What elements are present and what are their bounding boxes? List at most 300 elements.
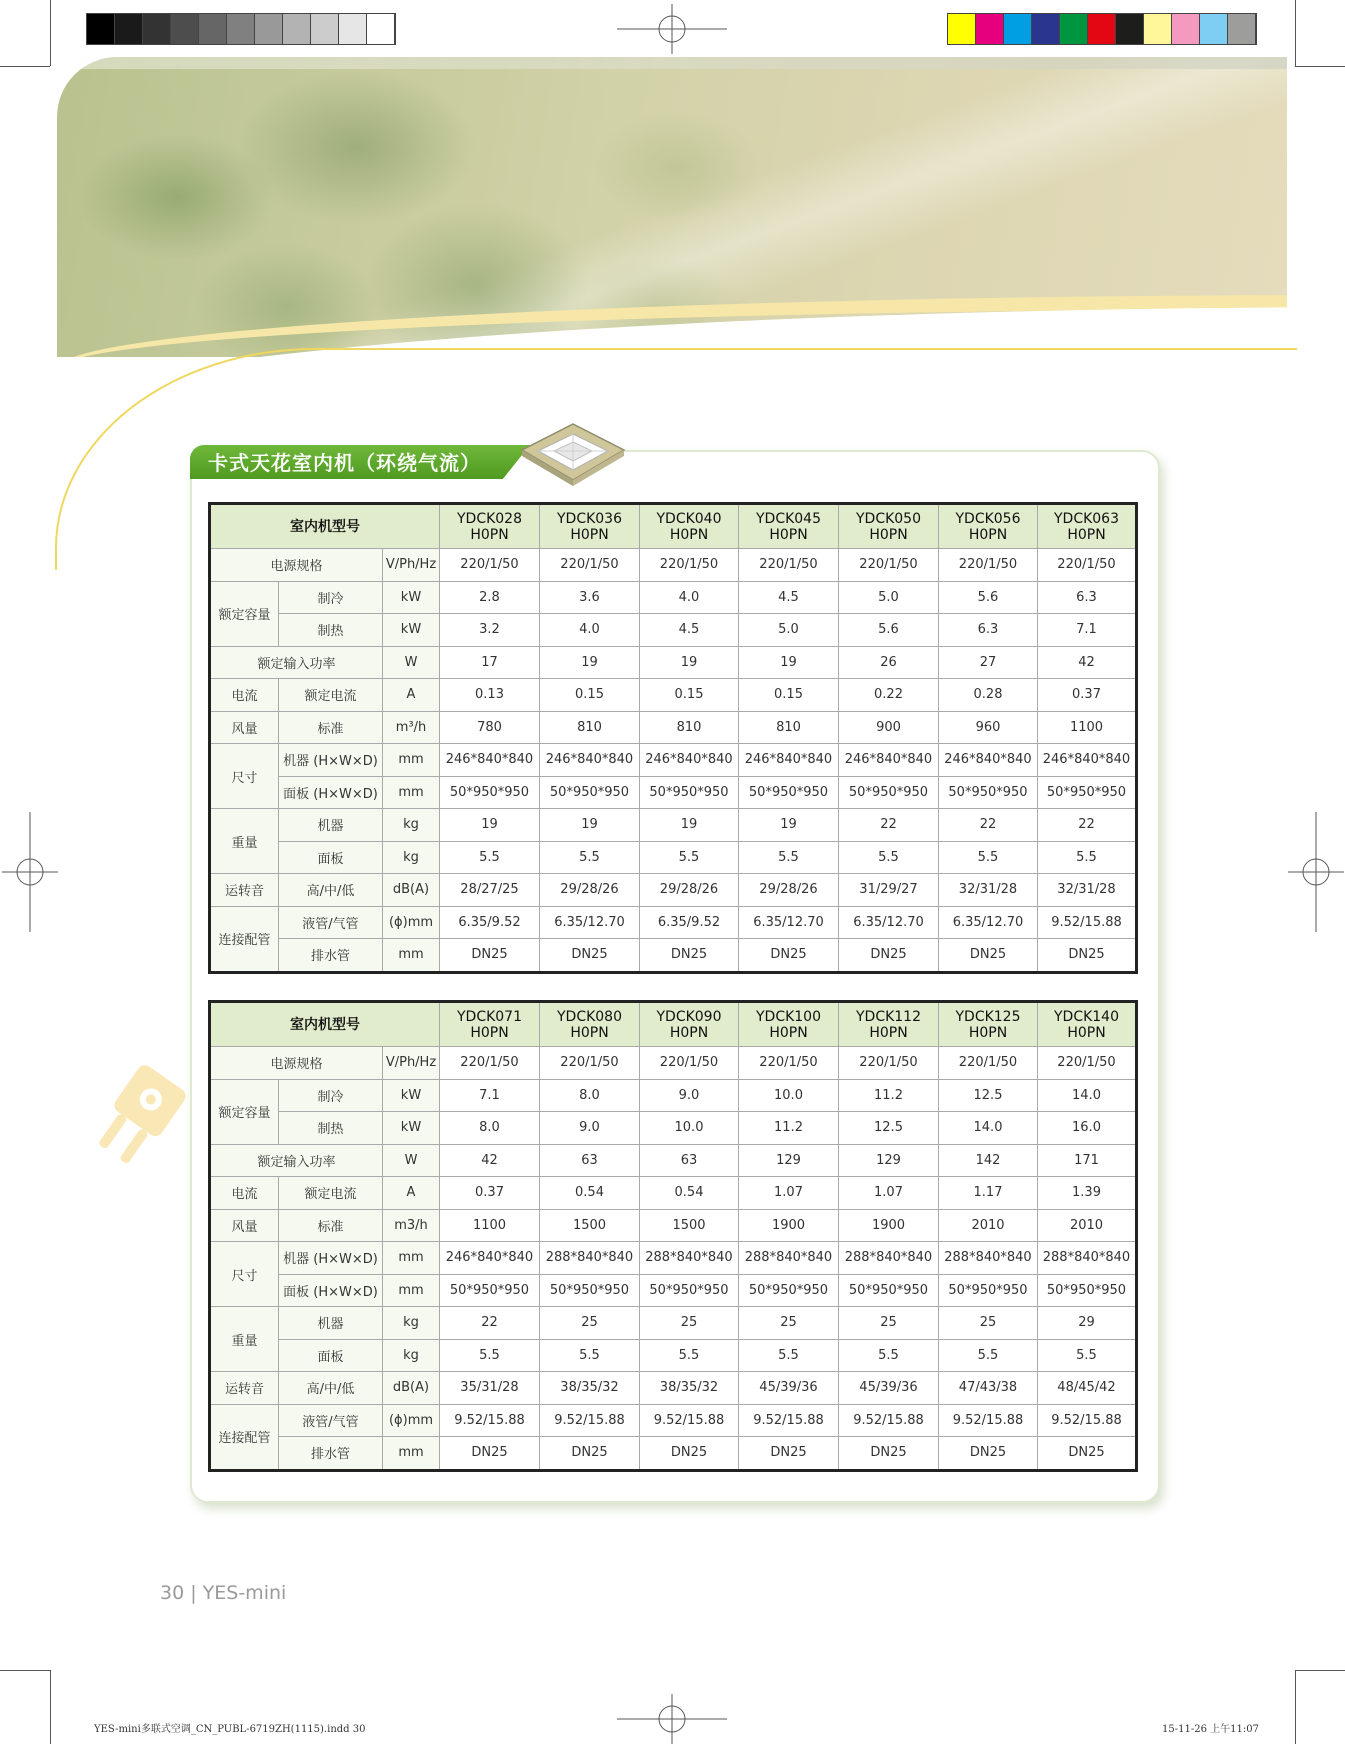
table-cell: 19	[640, 809, 739, 842]
model-suffix: H0PN	[968, 1024, 1008, 1041]
table-cell: 8.0	[440, 1112, 540, 1145]
row-unit: kg	[383, 1339, 440, 1372]
table-cell: 35/31/28	[440, 1372, 540, 1405]
row-unit: kW	[383, 614, 440, 647]
row-unit: kW	[383, 1112, 440, 1145]
table-cell: 142	[939, 1144, 1038, 1177]
registration-mark-right	[1288, 812, 1344, 932]
table-cell: 50*950*950	[440, 776, 540, 809]
table-cell: 6.35/12.70	[839, 906, 939, 939]
page-footer-label: 30 | YES-mini	[160, 1582, 287, 1604]
model-name-cell	[839, 504, 939, 549]
model-name-cell	[440, 504, 540, 549]
table-cell: 10.0	[739, 1079, 839, 1112]
table-cell: 26	[839, 646, 939, 679]
color-swatch	[1200, 14, 1228, 44]
table-cell: 220/1/50	[540, 549, 640, 582]
table-cell: 220/1/50	[440, 549, 540, 582]
table-cell: 5.5	[440, 1339, 540, 1372]
table-row	[210, 1209, 1137, 1242]
table-cell: 220/1/50	[739, 1047, 839, 1080]
table-cell: 5.5	[739, 1339, 839, 1372]
row-group-label: 电流	[210, 1177, 279, 1210]
table-cell: 19	[540, 809, 640, 842]
table-cell: 220/1/50	[739, 549, 839, 582]
table-cell: 288*840*840	[839, 1242, 939, 1275]
table-cell: 9.52/15.88	[939, 1404, 1038, 1437]
table-cell: 50*950*950	[1038, 1274, 1137, 1307]
table-cell: 246*840*840	[440, 1242, 540, 1275]
table-cell: 5.5	[640, 841, 739, 874]
table-cell: 48/45/42	[1038, 1372, 1137, 1405]
table-cell: 5.5	[839, 841, 939, 874]
table-row	[210, 1079, 1137, 1112]
table-cell: DN25	[1038, 1437, 1137, 1471]
table-cell: 246*840*840	[440, 744, 540, 777]
row-sub-label: 高/中/低	[279, 874, 383, 907]
crop-mark	[1295, 1670, 1296, 1744]
table-cell: 50*950*950	[839, 776, 939, 809]
model-name-cell	[640, 504, 739, 549]
table-row	[210, 809, 1137, 842]
table-cell: 4.5	[640, 614, 739, 647]
table-header-row	[210, 1002, 1137, 1047]
model-suffix: H0PN	[669, 526, 709, 543]
table-cell: 1.39	[1038, 1177, 1137, 1210]
table-cell: 5.5	[939, 841, 1038, 874]
table-cell: 50*950*950	[739, 1274, 839, 1307]
table-row	[210, 614, 1137, 647]
cassette-unit-icon	[518, 420, 628, 488]
table-cell: 42	[1038, 646, 1137, 679]
color-swatch	[283, 14, 311, 44]
table-cell: 288*840*840	[939, 1242, 1038, 1275]
table-cell: 32/31/28	[1038, 874, 1137, 907]
table-row	[210, 1339, 1137, 1372]
table-cell: 19	[640, 646, 739, 679]
table-cell: 5.5	[540, 1339, 640, 1372]
table-cell: 246*840*840	[739, 744, 839, 777]
table-row	[210, 1144, 1137, 1177]
table-cell: DN25	[739, 939, 839, 973]
table-cell: 2010	[939, 1209, 1038, 1242]
row-label: 电源规格	[210, 1047, 383, 1080]
color-calibration-bar	[947, 13, 1257, 45]
table-cell: 4.0	[540, 614, 640, 647]
row-sub-label: 排水管	[279, 939, 383, 973]
table-cell: 960	[939, 711, 1038, 744]
row-sub-label: 高/中/低	[279, 1372, 383, 1405]
model-name-cell	[739, 1002, 839, 1047]
color-swatch	[1172, 14, 1200, 44]
model-code: YDCK112	[855, 1008, 921, 1025]
model-code: YDCK080	[556, 1008, 622, 1025]
table-cell: 1.07	[839, 1177, 939, 1210]
table-cell: 12.5	[839, 1112, 939, 1145]
table-cell: 171	[1038, 1144, 1137, 1177]
row-label: 额定输入功率	[210, 1144, 383, 1177]
color-swatch	[87, 14, 115, 44]
table-row	[210, 581, 1137, 614]
model-name-cell	[540, 504, 640, 549]
model-header-label: 室内机型号	[210, 1002, 440, 1047]
model-suffix: H0PN	[669, 1024, 709, 1041]
row-group-label: 尺寸	[210, 1242, 279, 1307]
model-suffix: H0PN	[769, 1024, 808, 1041]
row-unit: mm	[383, 939, 440, 973]
row-unit: A	[383, 679, 440, 712]
model-name-cell	[939, 1002, 1038, 1047]
table-cell: 0.28	[939, 679, 1038, 712]
table-cell: 38/35/32	[640, 1372, 739, 1405]
row-unit: V/Ph/Hz	[383, 549, 440, 582]
table-cell: 1900	[739, 1209, 839, 1242]
table-cell: 6.35/12.70	[939, 906, 1038, 939]
row-unit: kg	[383, 809, 440, 842]
table-cell: 220/1/50	[939, 1047, 1038, 1080]
table-cell: 220/1/50	[839, 549, 939, 582]
row-unit: W	[383, 1144, 440, 1177]
table-cell: 5.5	[540, 841, 640, 874]
table-cell: 9.0	[640, 1079, 739, 1112]
table-row	[210, 939, 1137, 973]
table-cell: 14.0	[1038, 1079, 1137, 1112]
table-cell: 246*840*840	[839, 744, 939, 777]
table-cell: 16.0	[1038, 1112, 1137, 1145]
color-swatch	[171, 14, 199, 44]
table-cell: 3.2	[440, 614, 540, 647]
table-cell: 19	[440, 809, 540, 842]
table-cell: 1500	[540, 1209, 640, 1242]
color-swatch	[1116, 14, 1144, 44]
table-cell: 2010	[1038, 1209, 1137, 1242]
table-cell: 19	[540, 646, 640, 679]
row-group-label: 尺寸	[210, 744, 279, 809]
table-cell: 1100	[1038, 711, 1137, 744]
table-cell: 45/39/36	[839, 1372, 939, 1405]
table-cell: DN25	[540, 939, 640, 973]
table-cell: 50*950*950	[939, 776, 1038, 809]
table-cell: 0.15	[640, 679, 739, 712]
table-cell: 45/39/36	[739, 1372, 839, 1405]
table-cell: DN25	[440, 939, 540, 973]
model-code: YDCK045	[755, 510, 821, 527]
table-cell: 0.15	[540, 679, 640, 712]
model-name-cell	[640, 1002, 739, 1047]
row-sub-label: 额定电流	[279, 679, 383, 712]
table-cell: 9.52/15.88	[739, 1404, 839, 1437]
table-cell: 32/31/28	[939, 874, 1038, 907]
table-cell: 10.0	[640, 1112, 739, 1145]
color-swatch	[367, 14, 395, 44]
model-suffix: H0PN	[570, 1024, 609, 1041]
row-unit: kW	[383, 1079, 440, 1112]
table-cell: 11.2	[839, 1079, 939, 1112]
table-cell: 0.54	[640, 1177, 739, 1210]
table-row	[210, 1274, 1137, 1307]
table-row	[210, 841, 1137, 874]
model-code: YDCK050	[855, 510, 921, 527]
table-cell: 50*950*950	[540, 776, 640, 809]
color-swatch	[1144, 14, 1172, 44]
table-cell: 0.37	[440, 1177, 540, 1210]
table-cell: 810	[739, 711, 839, 744]
table-cell: 246*840*840	[540, 744, 640, 777]
row-group-label: 重量	[210, 809, 279, 874]
model-code: YDCK036	[556, 510, 622, 527]
table-cell: 7.1	[440, 1079, 540, 1112]
table-cell: 11.2	[739, 1112, 839, 1145]
table-cell: 22	[1038, 809, 1137, 842]
table-cell: 5.0	[739, 614, 839, 647]
table-cell: 0.22	[839, 679, 939, 712]
table-cell: 4.0	[640, 581, 739, 614]
row-sub-label: 机器	[279, 809, 383, 842]
row-group-label: 额定容量	[210, 1079, 279, 1144]
table-cell: 6.35/9.52	[640, 906, 739, 939]
model-suffix: H0PN	[869, 1024, 908, 1041]
table-cell: 29/28/26	[640, 874, 739, 907]
row-group-label: 重量	[210, 1307, 279, 1372]
row-unit: kg	[383, 1307, 440, 1340]
model-code: YDCK100	[755, 1008, 821, 1025]
crop-mark	[1295, 0, 1296, 66]
table-row	[210, 1047, 1137, 1080]
row-group-label: 电流	[210, 679, 279, 712]
model-suffix: H0PN	[968, 526, 1008, 543]
color-swatch	[143, 14, 171, 44]
table-row	[210, 906, 1137, 939]
row-group-label: 运转音	[210, 874, 279, 907]
table-cell: 5.6	[839, 614, 939, 647]
row-group-label: 运转音	[210, 1372, 279, 1405]
row-sub-label: 面板	[279, 841, 383, 874]
spec-table-1	[208, 502, 1138, 974]
model-name-cell	[839, 1002, 939, 1047]
table-row	[210, 1437, 1137, 1471]
table-cell: 28/27/25	[440, 874, 540, 907]
row-sub-label: 机器 (H×W×D)	[279, 744, 383, 777]
table-cell: 220/1/50	[1038, 549, 1137, 582]
row-sub-label: 面板 (H×W×D)	[279, 776, 383, 809]
color-swatch	[339, 14, 367, 44]
row-group-label: 额定容量	[210, 581, 279, 646]
crop-mark	[1295, 1670, 1345, 1671]
registration-mark-bottom	[617, 1694, 727, 1744]
table-cell: 31/29/27	[839, 874, 939, 907]
row-group-label: 风量	[210, 711, 279, 744]
table-cell: DN25	[440, 1437, 540, 1471]
table-cell: 810	[640, 711, 739, 744]
table-cell: 5.5	[440, 841, 540, 874]
spec-table-2	[208, 1000, 1138, 1472]
model-code: YDCK040	[656, 510, 722, 527]
row-unit: (ϕ)mm	[383, 1404, 440, 1437]
crop-mark	[50, 0, 51, 66]
table-cell: 4.5	[739, 581, 839, 614]
color-swatch	[311, 14, 339, 44]
table-cell: 0.37	[1038, 679, 1137, 712]
table-cell: 5.5	[739, 841, 839, 874]
model-code: YDCK140	[1053, 1008, 1119, 1025]
table-cell: 27	[939, 646, 1038, 679]
row-sub-label: 液管/气管	[279, 1404, 383, 1437]
table-cell: 50*950*950	[640, 776, 739, 809]
table-cell: 22	[839, 809, 939, 842]
model-code: YDCK056	[955, 510, 1021, 527]
table-cell: 6.3	[1038, 581, 1137, 614]
row-sub-label: 标准	[279, 711, 383, 744]
table-cell: 50*950*950	[939, 1274, 1038, 1307]
table-row	[210, 549, 1137, 582]
table-cell: 220/1/50	[839, 1047, 939, 1080]
model-name-cell	[939, 504, 1038, 549]
table-cell: 0.13	[440, 679, 540, 712]
row-unit: mm	[383, 1274, 440, 1307]
table-cell: DN25	[540, 1437, 640, 1471]
gray-calibration-bar	[86, 13, 396, 45]
table-cell: 5.5	[1038, 1339, 1137, 1372]
table-cell: 5.5	[640, 1339, 739, 1372]
row-unit: W	[383, 646, 440, 679]
table-cell: 50*950*950	[440, 1274, 540, 1307]
color-swatch	[1004, 14, 1032, 44]
model-name-cell	[540, 1002, 640, 1047]
row-unit: V/Ph/Hz	[383, 1047, 440, 1080]
color-swatch	[976, 14, 1004, 44]
table-cell: DN25	[839, 1437, 939, 1471]
table-cell: 63	[540, 1144, 640, 1177]
model-suffix: H0PN	[869, 526, 908, 543]
table-cell: 9.52/15.88	[1038, 906, 1137, 939]
table-cell: DN25	[739, 1437, 839, 1471]
row-sub-label: 面板 (H×W×D)	[279, 1274, 383, 1307]
table-cell: 25	[939, 1307, 1038, 1340]
table-cell: 29/28/26	[739, 874, 839, 907]
row-unit: mm	[383, 744, 440, 777]
model-suffix: H0PN	[470, 526, 509, 543]
table-row	[210, 776, 1137, 809]
row-group-label: 风量	[210, 1209, 279, 1242]
plug-icon	[90, 1060, 190, 1170]
model-code: YDCK071	[456, 1008, 522, 1025]
model-code: YDCK125	[955, 1008, 1021, 1025]
color-swatch	[1060, 14, 1088, 44]
color-swatch	[1228, 14, 1256, 44]
table-header-row	[210, 504, 1137, 549]
table-cell: 5.5	[839, 1339, 939, 1372]
table-cell: 5.5	[939, 1339, 1038, 1372]
table-cell: 246*840*840	[1038, 744, 1137, 777]
header-photo-band	[57, 57, 1287, 357]
table-row	[210, 744, 1137, 777]
table-cell: 5.5	[1038, 841, 1137, 874]
table-cell: 780	[440, 711, 540, 744]
crop-mark	[50, 1670, 51, 1744]
section-title: 卡式天花室内机（环绕气流）	[208, 451, 481, 475]
row-unit: dB(A)	[383, 1372, 440, 1405]
table-row	[210, 1242, 1137, 1275]
table-cell: 19	[739, 646, 839, 679]
table-cell: 288*840*840	[640, 1242, 739, 1275]
table-cell: 1.07	[739, 1177, 839, 1210]
table-cell: 25	[540, 1307, 640, 1340]
table-cell: 288*840*840	[739, 1242, 839, 1275]
color-swatch	[255, 14, 283, 44]
table-cell: 9.0	[540, 1112, 640, 1145]
crop-mark	[0, 1670, 50, 1671]
table-cell: DN25	[939, 939, 1038, 973]
table-cell: 50*950*950	[839, 1274, 939, 1307]
table-cell: 42	[440, 1144, 540, 1177]
print-date-info: 15-11-26 上午11:07	[1162, 1724, 1259, 1735]
table-cell: 29/28/26	[540, 874, 640, 907]
row-unit: (ϕ)mm	[383, 906, 440, 939]
color-swatch	[199, 14, 227, 44]
table-row	[210, 679, 1137, 712]
table-cell: 900	[839, 711, 939, 744]
row-unit: kW	[383, 581, 440, 614]
model-suffix: H0PN	[1067, 526, 1106, 543]
table-cell: 50*950*950	[1038, 776, 1137, 809]
table-row	[210, 711, 1137, 744]
table-cell: 22	[939, 809, 1038, 842]
table-cell: 50*950*950	[739, 776, 839, 809]
row-label: 电源规格	[210, 549, 383, 582]
table-cell: 220/1/50	[540, 1047, 640, 1080]
table-cell: 22	[440, 1307, 540, 1340]
row-sub-label: 制冷	[279, 581, 383, 614]
table-cell: 0.15	[739, 679, 839, 712]
table-cell: 9.52/15.88	[540, 1404, 640, 1437]
table-cell: 0.54	[540, 1177, 640, 1210]
table-cell: 288*840*840	[1038, 1242, 1137, 1275]
table-cell: 25	[839, 1307, 939, 1340]
table-cell: 63	[640, 1144, 739, 1177]
table-cell: 2.8	[440, 581, 540, 614]
table-cell: 9.52/15.88	[1038, 1404, 1137, 1437]
table-cell: 9.52/15.88	[440, 1404, 540, 1437]
model-suffix: H0PN	[1067, 1024, 1106, 1041]
table-cell: 220/1/50	[1038, 1047, 1137, 1080]
table-cell: 9.52/15.88	[640, 1404, 739, 1437]
table-cell: 810	[540, 711, 640, 744]
row-unit: dB(A)	[383, 874, 440, 907]
color-swatch	[227, 14, 255, 44]
model-code: YDCK090	[656, 1008, 722, 1025]
table-cell: DN25	[640, 939, 739, 973]
table-cell: DN25	[939, 1437, 1038, 1471]
table-row	[210, 1307, 1137, 1340]
table-cell: 220/1/50	[640, 1047, 739, 1080]
table-cell: 8.0	[540, 1079, 640, 1112]
table-cell: 220/1/50	[440, 1047, 540, 1080]
model-suffix: H0PN	[470, 1024, 509, 1041]
table-cell: 246*840*840	[939, 744, 1038, 777]
model-header-label: 室内机型号	[210, 504, 440, 549]
model-code: YDCK028	[456, 510, 522, 527]
table-cell: 17	[440, 646, 540, 679]
row-unit: m3/h	[383, 1209, 440, 1242]
table-row	[210, 1177, 1137, 1210]
row-sub-label: 额定电流	[279, 1177, 383, 1210]
table-cell: 3.6	[540, 581, 640, 614]
table-row	[210, 646, 1137, 679]
table-cell: 129	[839, 1144, 939, 1177]
row-unit: mm	[383, 776, 440, 809]
table-cell: 5.0	[839, 581, 939, 614]
row-sub-label: 标准	[279, 1209, 383, 1242]
